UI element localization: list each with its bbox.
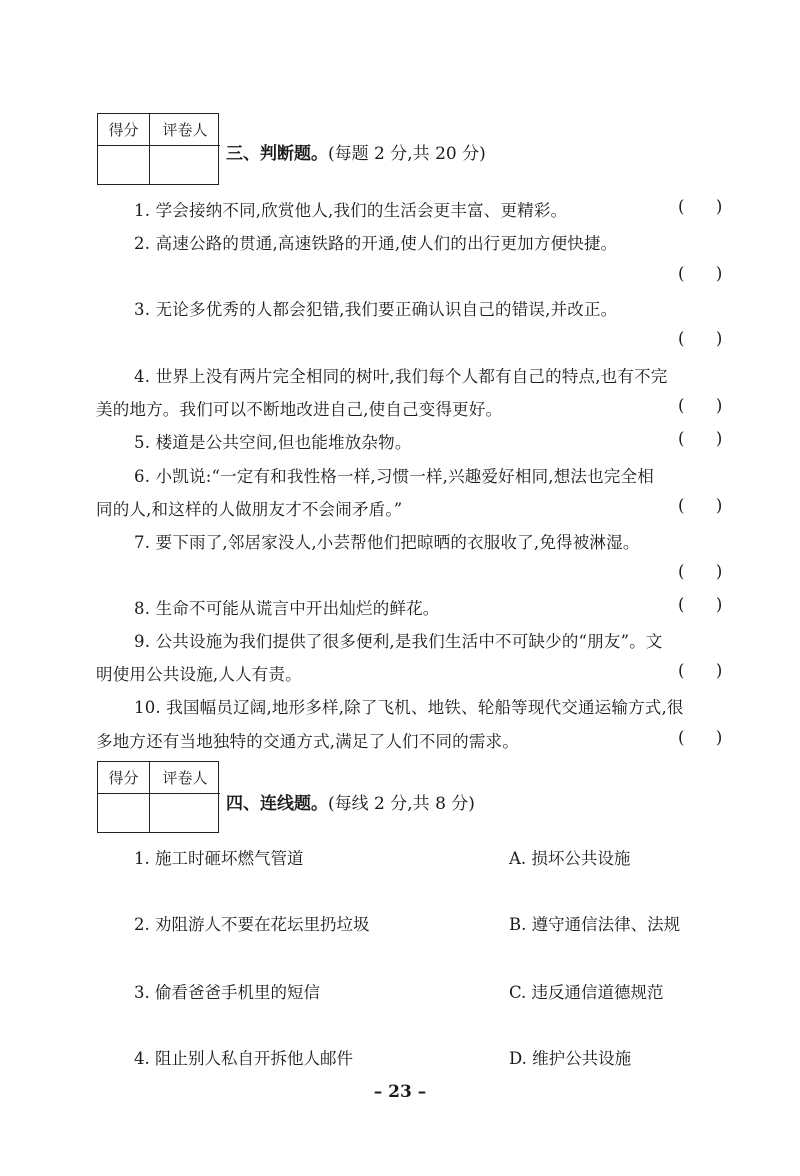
answer-paren-3[interactable]: ( ) — [678, 329, 723, 348]
grader-entry[interactable] — [150, 794, 220, 832]
match-right-c[interactable]: C. 违反通信道德规范 — [509, 983, 664, 1002]
section3-title — [226, 139, 486, 164]
score-label: 得分 — [98, 114, 150, 146]
score-box-section3 — [97, 113, 219, 185]
statement-7: 7. 要下雨了,邻居家没人,小芸帮他们把晾晒的衣服收了,免得被淋湿。 — [134, 533, 640, 552]
match-left-1[interactable]: 1. 施工时砸坏燃气管道 — [134, 849, 304, 868]
match-right-b[interactable]: B. 遵守通信法律、法规 — [509, 915, 681, 934]
section4-note: (每线 2 分,共 8 分) — [328, 794, 475, 814]
grader-label: 评卷人 — [150, 114, 220, 146]
statement-6-line1: 6. 小凯说:“一定有和我性格一样,习惯一样,兴趣爱好相同,想法也完全相 — [134, 467, 654, 486]
score-box-section4 — [97, 761, 219, 833]
section4-heading: 四、连线题。 — [226, 794, 328, 814]
answer-paren-2[interactable]: ( ) — [678, 264, 723, 283]
score-entry[interactable] — [98, 146, 150, 184]
page-number: – 23 – — [373, 1082, 427, 1102]
statement-2: 2. 高速公路的贯通,高速铁路的开通,使人们的出行更加方便快捷。 — [134, 234, 618, 253]
answer-paren-9[interactable]: ( ) — [678, 661, 723, 680]
grader-label: 评卷人 — [150, 762, 220, 794]
answer-paren-5[interactable]: ( ) — [678, 429, 723, 448]
answer-paren-8[interactable]: ( ) — [678, 595, 723, 614]
statement-6-line2: 同的人,和这样的人做朋友才不会闹矛盾。” — [96, 500, 403, 519]
answer-paren-4[interactable]: ( ) — [678, 396, 723, 415]
match-left-2[interactable]: 2. 劝阻游人不要在花坛里扔垃圾 — [134, 915, 370, 934]
match-right-d[interactable]: D. 维护公共设施 — [509, 1049, 632, 1068]
statement-10-line2: 多地方还有当地独特的交通方式,满足了人们不同的需求。 — [96, 732, 519, 751]
statement-9-line2: 明使用公共设施,人人有责。 — [96, 665, 302, 684]
match-right-a[interactable]: A. 损坏公共设施 — [509, 849, 631, 868]
answer-paren-1[interactable]: ( ) — [678, 197, 723, 216]
match-left-3[interactable]: 3. 偷看爸爸手机里的短信 — [134, 983, 320, 1002]
statement-1: 1. 学会接纳不同,欣赏他人,我们的生活会更丰富、更精彩。 — [134, 201, 568, 220]
match-left-4[interactable]: 4. 阻止别人私自开拆他人邮件 — [134, 1049, 353, 1068]
statement-8: 8. 生命不可能从谎言中开出灿烂的鲜花。 — [134, 599, 440, 618]
statement-9-line1: 9. 公共设施为我们提供了很多便利,是我们生活中不可缺少的“朋友”。文 — [134, 632, 663, 651]
answer-paren-10[interactable]: ( ) — [678, 728, 723, 747]
section3-note: (每题 2 分,共 20 分) — [328, 144, 486, 164]
statement-5: 5. 楼道是公共空间,但也能堆放杂物。 — [134, 433, 412, 452]
section3-heading: 三、判断题。 — [226, 144, 328, 164]
statement-10-line1: 10. 我国幅员辽阔,地形多样,除了飞机、地铁、轮船等现代交通运输方式,很 — [134, 698, 684, 717]
answer-paren-7[interactable]: ( ) — [678, 562, 723, 581]
statement-4-line1: 4. 世界上没有两片完全相同的树叶,我们每个人都有自己的特点,也有不完 — [134, 367, 668, 386]
score-label: 得分 — [98, 762, 150, 794]
score-entry[interactable] — [98, 794, 150, 832]
statement-4-line2: 美的地方。我们可以不断地改进自己,使自己变得更好。 — [96, 400, 503, 419]
grader-entry[interactable] — [150, 146, 220, 184]
answer-paren-6[interactable]: ( ) — [678, 496, 723, 515]
section4-title — [226, 789, 475, 814]
statement-3: 3. 无论多优秀的人都会犯错,我们要正确认识自己的错误,并改正。 — [134, 300, 618, 319]
